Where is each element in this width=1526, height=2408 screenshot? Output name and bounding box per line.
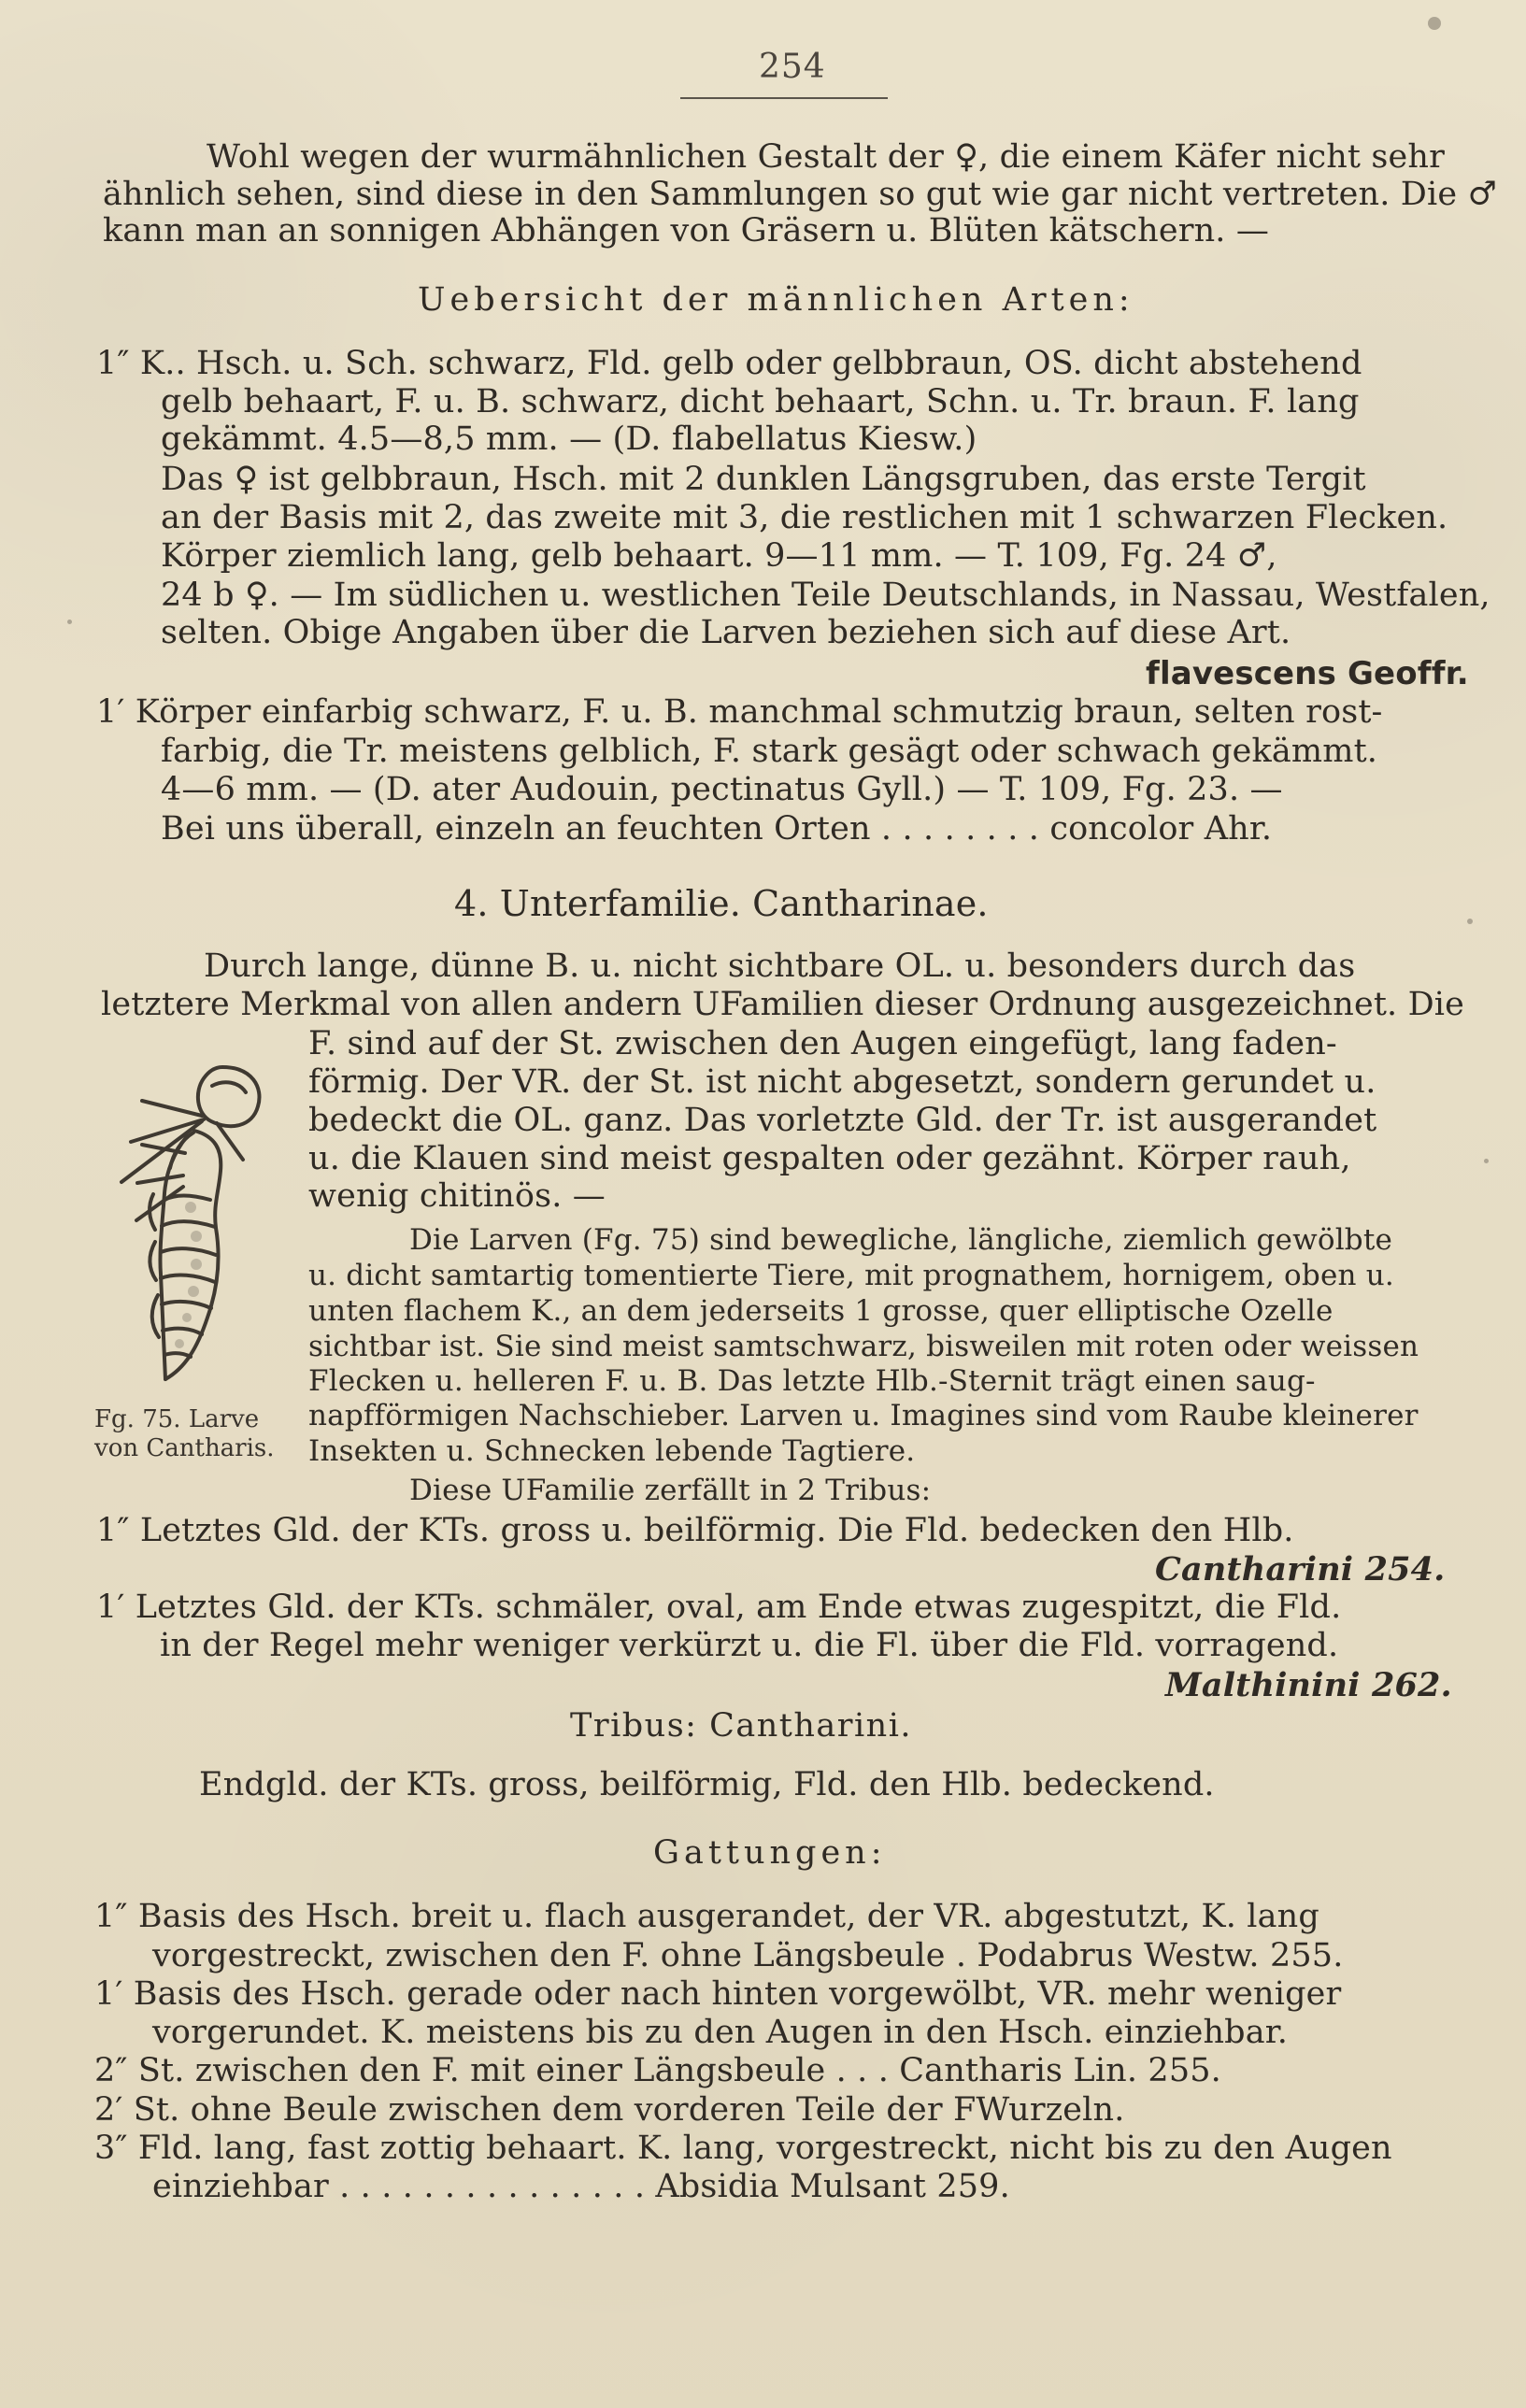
key-line-5: an der Basis mit 2, das zweite mit 3, die restlichen mit 1 schwarzen Flecken.: [161, 499, 1448, 536]
tribus-heading: Tribus: Cantharini.: [570, 1707, 913, 1745]
figure-caption: [94, 1405, 275, 1462]
larva-line-3: unten flachem K., an dem jederseits 1 grosse, quer elliptische Ozelle: [308, 1294, 1333, 1328]
larva-icon: [105, 1050, 280, 1387]
larva-line-6: napfförmigen Nachschieber. Larven u. Imagines sind vom Raube kleinerer: [308, 1399, 1419, 1432]
subfamily-line-6: u. die Klauen sind meist gespalten oder gezähnt. Körper rauh,: [308, 1140, 1351, 1177]
genera-line-1: 1″ Basis des Hsch. breit u. flach ausgerandet, der VR. abgestutzt, K. lang: [94, 1898, 1319, 1935]
tribus-line-3: 1′ Letztes Gld. der KTs. schmäler, oval, am Ende etwas zugespitzt, die Fld.: [96, 1589, 1342, 1626]
figure-caption-line-1: Fg. 75. Larve: [94, 1405, 260, 1433]
paper-speck: [1428, 17, 1441, 30]
key-line-6: Körper ziemlich lang, gelb behaart. 9—11 mm. — T. 109, Fg. 24 ♂,: [161, 537, 1277, 575]
paper-speck: [1467, 919, 1473, 924]
tribus-line-4: in der Regel mehr weniger verkürzt u. die Fl. über die Fld. vorragend.: [160, 1627, 1339, 1664]
cantharini-reference: Cantharini 254.: [1155, 1550, 1446, 1589]
intro-line-3: kann man an sonnigen Abhängen von Gräsern u. Blüten kätschern. —: [103, 212, 1269, 249]
genera-line-8: einziehbar . . . . . . . . . . . . . . . Absidia Mulsant 259.: [152, 2168, 1010, 2205]
intro-line-1: Wohl wegen der wurmähnlichen Gestalt der ♀, die einem Käfer nicht sehr: [207, 138, 1445, 176]
malthinini-reference: Malthinini 262.: [1165, 1666, 1452, 1704]
tribus-description: Endgld. der KTs. gross, beilförmig, Fld. den Hlb. bedeckend.: [199, 1766, 1215, 1803]
tribus-line-1: 1″ Letztes Gld. der KTs. gross u. beilförmig. Die Fld. bedecken den Hlb.: [96, 1512, 1294, 1549]
key-line-10: 1′ Körper einfarbig schwarz, F. u. B. manchmal schmutzig braun, selten rost-: [96, 693, 1383, 731]
subfamily-heading: 4. Unterfamilie. Cantharinae.: [454, 883, 989, 924]
larva-line-1: Die Larven (Fg. 75) sind bewegliche, längliche, ziemlich gewölbte: [409, 1223, 1393, 1257]
subfamily-line-2: letztere Merkmal von allen andern UFamilien dieser Ordnung ausgezeichnet. Die: [101, 986, 1465, 1023]
genera-line-5: 2″ St. zwischen den F. mit einer Längsbeule . . . Cantharis Lin. 255.: [94, 2052, 1221, 2089]
genera-line-2: vorgestreckt, zwischen den F. ohne Längsbeule . Podabrus Westw. 255.: [152, 1937, 1344, 1974]
genera-line-4: vorgerundet. K. meistens bis zu den Augen in den Hsch. einziehbar.: [152, 2014, 1289, 2051]
key-line-11: farbig, die Tr. meistens gelblich, F. stark gesägt oder schwach gekämmt.: [161, 733, 1378, 770]
page-rule: [680, 97, 888, 99]
flavescens-name: flavescens Geoffr.: [1146, 655, 1469, 692]
larva-line-2: u. dicht samtartig tomentierte Tiere, mit prognathem, hornigem, oben u.: [308, 1259, 1394, 1292]
subfamily-line-3: F. sind auf der St. zwischen den Augen eingefügt, lang faden-: [308, 1025, 1337, 1062]
male-overview-heading: Uebersicht der männlichen Arten:: [418, 281, 1134, 319]
larva-line-4: sichtbar ist. Sie sind meist samtschwarz, bisweilen mit roten oder weissen: [308, 1330, 1419, 1363]
key-line-8: selten. Obige Angaben über die Larven beziehen sich auf diese Art.: [161, 614, 1291, 651]
genera-line-6: 2′ St. ohne Beule zwischen dem vorderen Teile der FWurzeln.: [94, 2091, 1125, 2129]
genera-line-3: 1′ Basis des Hsch. gerade oder nach hinten vorgewölbt, VR. mehr weniger: [94, 1975, 1342, 2013]
figure-caption-line-2: von Cantharis.: [94, 1433, 275, 1462]
subfamily-line-1: Durch lange, dünne B. u. nicht sichtbare OL. u. besonders durch das: [204, 948, 1356, 985]
key-line-12: 4—6 mm. — (D. ater Audouin, pectinatus Gyll.) — T. 109, Fg. 23. —: [161, 771, 1283, 808]
page-number: 254: [759, 48, 826, 86]
tribus-intro: Diese UFamilie zerfällt in 2 Tribus:: [409, 1474, 932, 1507]
subfamily-line-4: förmig. Der VR. der St. ist nicht abgesetzt, sondern gerundet u.: [308, 1063, 1376, 1101]
larva-line-7: Insekten u. Schnecken lebende Tagtiere.: [308, 1434, 916, 1468]
key-line-3: gekämmt. 4.5—8,5 mm. — (D. flabellatus Kiesw.): [161, 420, 977, 458]
paper-speck: [67, 620, 72, 624]
subfamily-line-5: bedeckt die OL. ganz. Das vorletzte Gld. der Tr. ist ausgerandet: [308, 1102, 1377, 1139]
key-line-7: 24 b ♀. — Im südlichen u. westlichen Teile Deutschlands, in Nassau, Westfalen,: [161, 577, 1490, 614]
subfamily-line-7: wenig chitinös. —: [308, 1177, 606, 1215]
key-line-1: 1″ K.. Hsch. u. Sch. schwarz, Fld. gelb oder gelbbraun, OS. dicht abstehend: [96, 345, 1362, 382]
key-line-13: Bei uns überall, einzeln an feuchten Orten . . . . . . . . concolor Ahr.: [161, 810, 1273, 848]
genera-heading: Gattungen:: [653, 1834, 887, 1872]
larva-line-5: Flecken u. helleren F. u. B. Das letzte Hlb.-Sternit trägt einen saug-: [308, 1364, 1316, 1398]
paper-speck: [1484, 1159, 1489, 1163]
key-line-2: gelb behaart, F. u. B. schwarz, dicht behaart, Schn. u. Tr. braun. F. lang: [161, 383, 1360, 420]
intro-line-2: ähnlich sehen, sind diese in den Sammlungen so gut wie gar nicht vertreten. Die ♂: [103, 176, 1497, 213]
genera-line-7: 3″ Fld. lang, fast zottig behaart. K. lang, vorgestreckt, nicht bis zu den Augen: [94, 2130, 1392, 2167]
key-line-4: Das ♀ ist gelbbraun, Hsch. mit 2 dunklen Längsgruben, das erste Tergit: [161, 461, 1366, 498]
